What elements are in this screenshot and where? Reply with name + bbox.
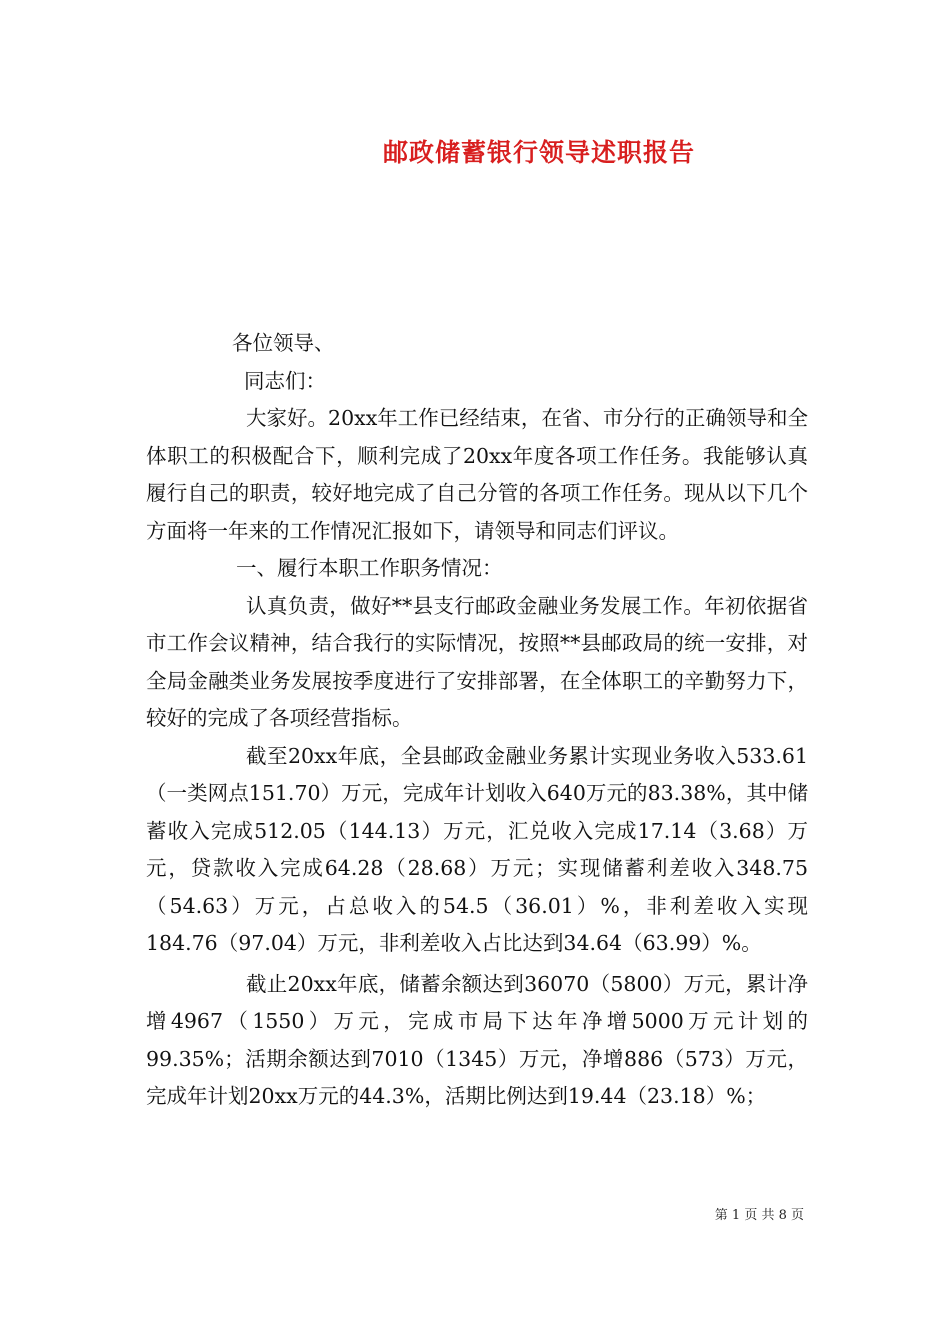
paragraph-intro: 大家好。20xx年工作已经结束，在省、市分行的正确领导和全体职工的积极配合下，顺利完成了20xx年度各项工作任务。我能够认真履行自己的职责，较好地完成了自己分管的各项工作任务。现从以下几个方面将一年来的工作情况汇报如下，请领导和同志们评议。 [146,406,808,543]
document-body [146,325,808,1116]
greeting-line-1: 各位领导、 [232,331,335,355]
paragraph-duties: 认真负责，做好**县支行邮政金融业务发展工作。年初依据省市工作会议精神，结合我行的实际情况，按照**县邮政局的统一安排，对全局金融类业务发展按季度进行了安排部署，在全体职工的辛勤努力下，较好的完成了各项经营指标。 [146,593,808,730]
section-heading-1: 一、履行本职工作职务情况： [236,556,503,580]
document-title: 邮政储蓄银行领导述职报告 [382,138,695,167]
greeting-line-2: 同志们： [244,368,326,393]
page-number: 第 1 页 共 8 页 [714,1208,804,1223]
paragraph-income: 截至20xx年底，全县邮政金融业务累计实现业务收入533.61（一类网点151.70）万元，完成年计划收入640万元的83.38%，其中储蓄收入完成512.05（144.13）万元，汇兑收入完成17.14（3.68）万元，贷款收入完成64.28（28.68）万元；实现储蓄利差收入348.75（54.63）万元，占总收入的54.5（36.01）%，非利差收入实现184.76（97.04）万元，非利差收入占比达到34.64（63.99）%。 [146,743,808,955]
paragraph-deposits: 截止20xx年底，储蓄余额达到36070（5800）万元，累计净增4967（1550）万元，完成市局下达年净增5000万元计划的99.35%；活期余额达到7010（1345）万元，净增886（573）万元，完成年计划20xx万元的44.3%，活期比例达到19.44（23.18）%； [146,971,808,1108]
